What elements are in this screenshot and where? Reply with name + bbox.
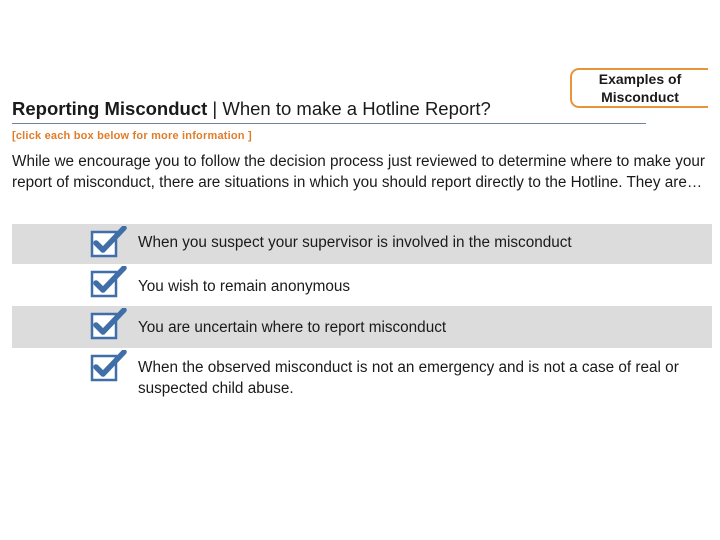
page-title <box>12 98 491 120</box>
checkmark-box-icon <box>90 226 130 258</box>
reason-row-not-emergency[interactable] <box>12 348 712 398</box>
reason-label: When you suspect your supervisor is involved in the misconduct <box>138 234 572 251</box>
reason-row-anonymous[interactable] <box>12 264 712 306</box>
reason-label: You wish to remain anonymous <box>138 278 351 295</box>
page-title-separator: | <box>207 98 223 119</box>
examples-button-label: Examples of Misconduct <box>598 71 682 105</box>
intro-paragraph: While we encourage you to follow the decision process just reviewed to determine where to make your report of misconduct, there are situations in which you should report directly to the Hotline. They are… <box>12 153 705 191</box>
reason-row-supervisor[interactable] <box>12 224 712 264</box>
page-title-rest: When to make a Hotline Report? <box>222 98 491 119</box>
checkmark-box-icon <box>90 350 130 382</box>
title-divider <box>12 123 646 124</box>
page-title-bold: Reporting Misconduct <box>12 98 208 119</box>
instruction-text: [click each box below for more information ] <box>12 130 252 142</box>
checkmark-box-icon <box>90 308 130 340</box>
reason-label: You are uncertain where to report misconduct <box>138 319 447 336</box>
reason-row-uncertain[interactable] <box>12 306 712 348</box>
reason-label: When the observed misconduct is not an emergency and is not a case of real or suspected child abuse. <box>138 359 679 397</box>
checkmark-box-icon <box>90 266 130 298</box>
examples-of-misconduct-button[interactable] <box>570 68 708 108</box>
